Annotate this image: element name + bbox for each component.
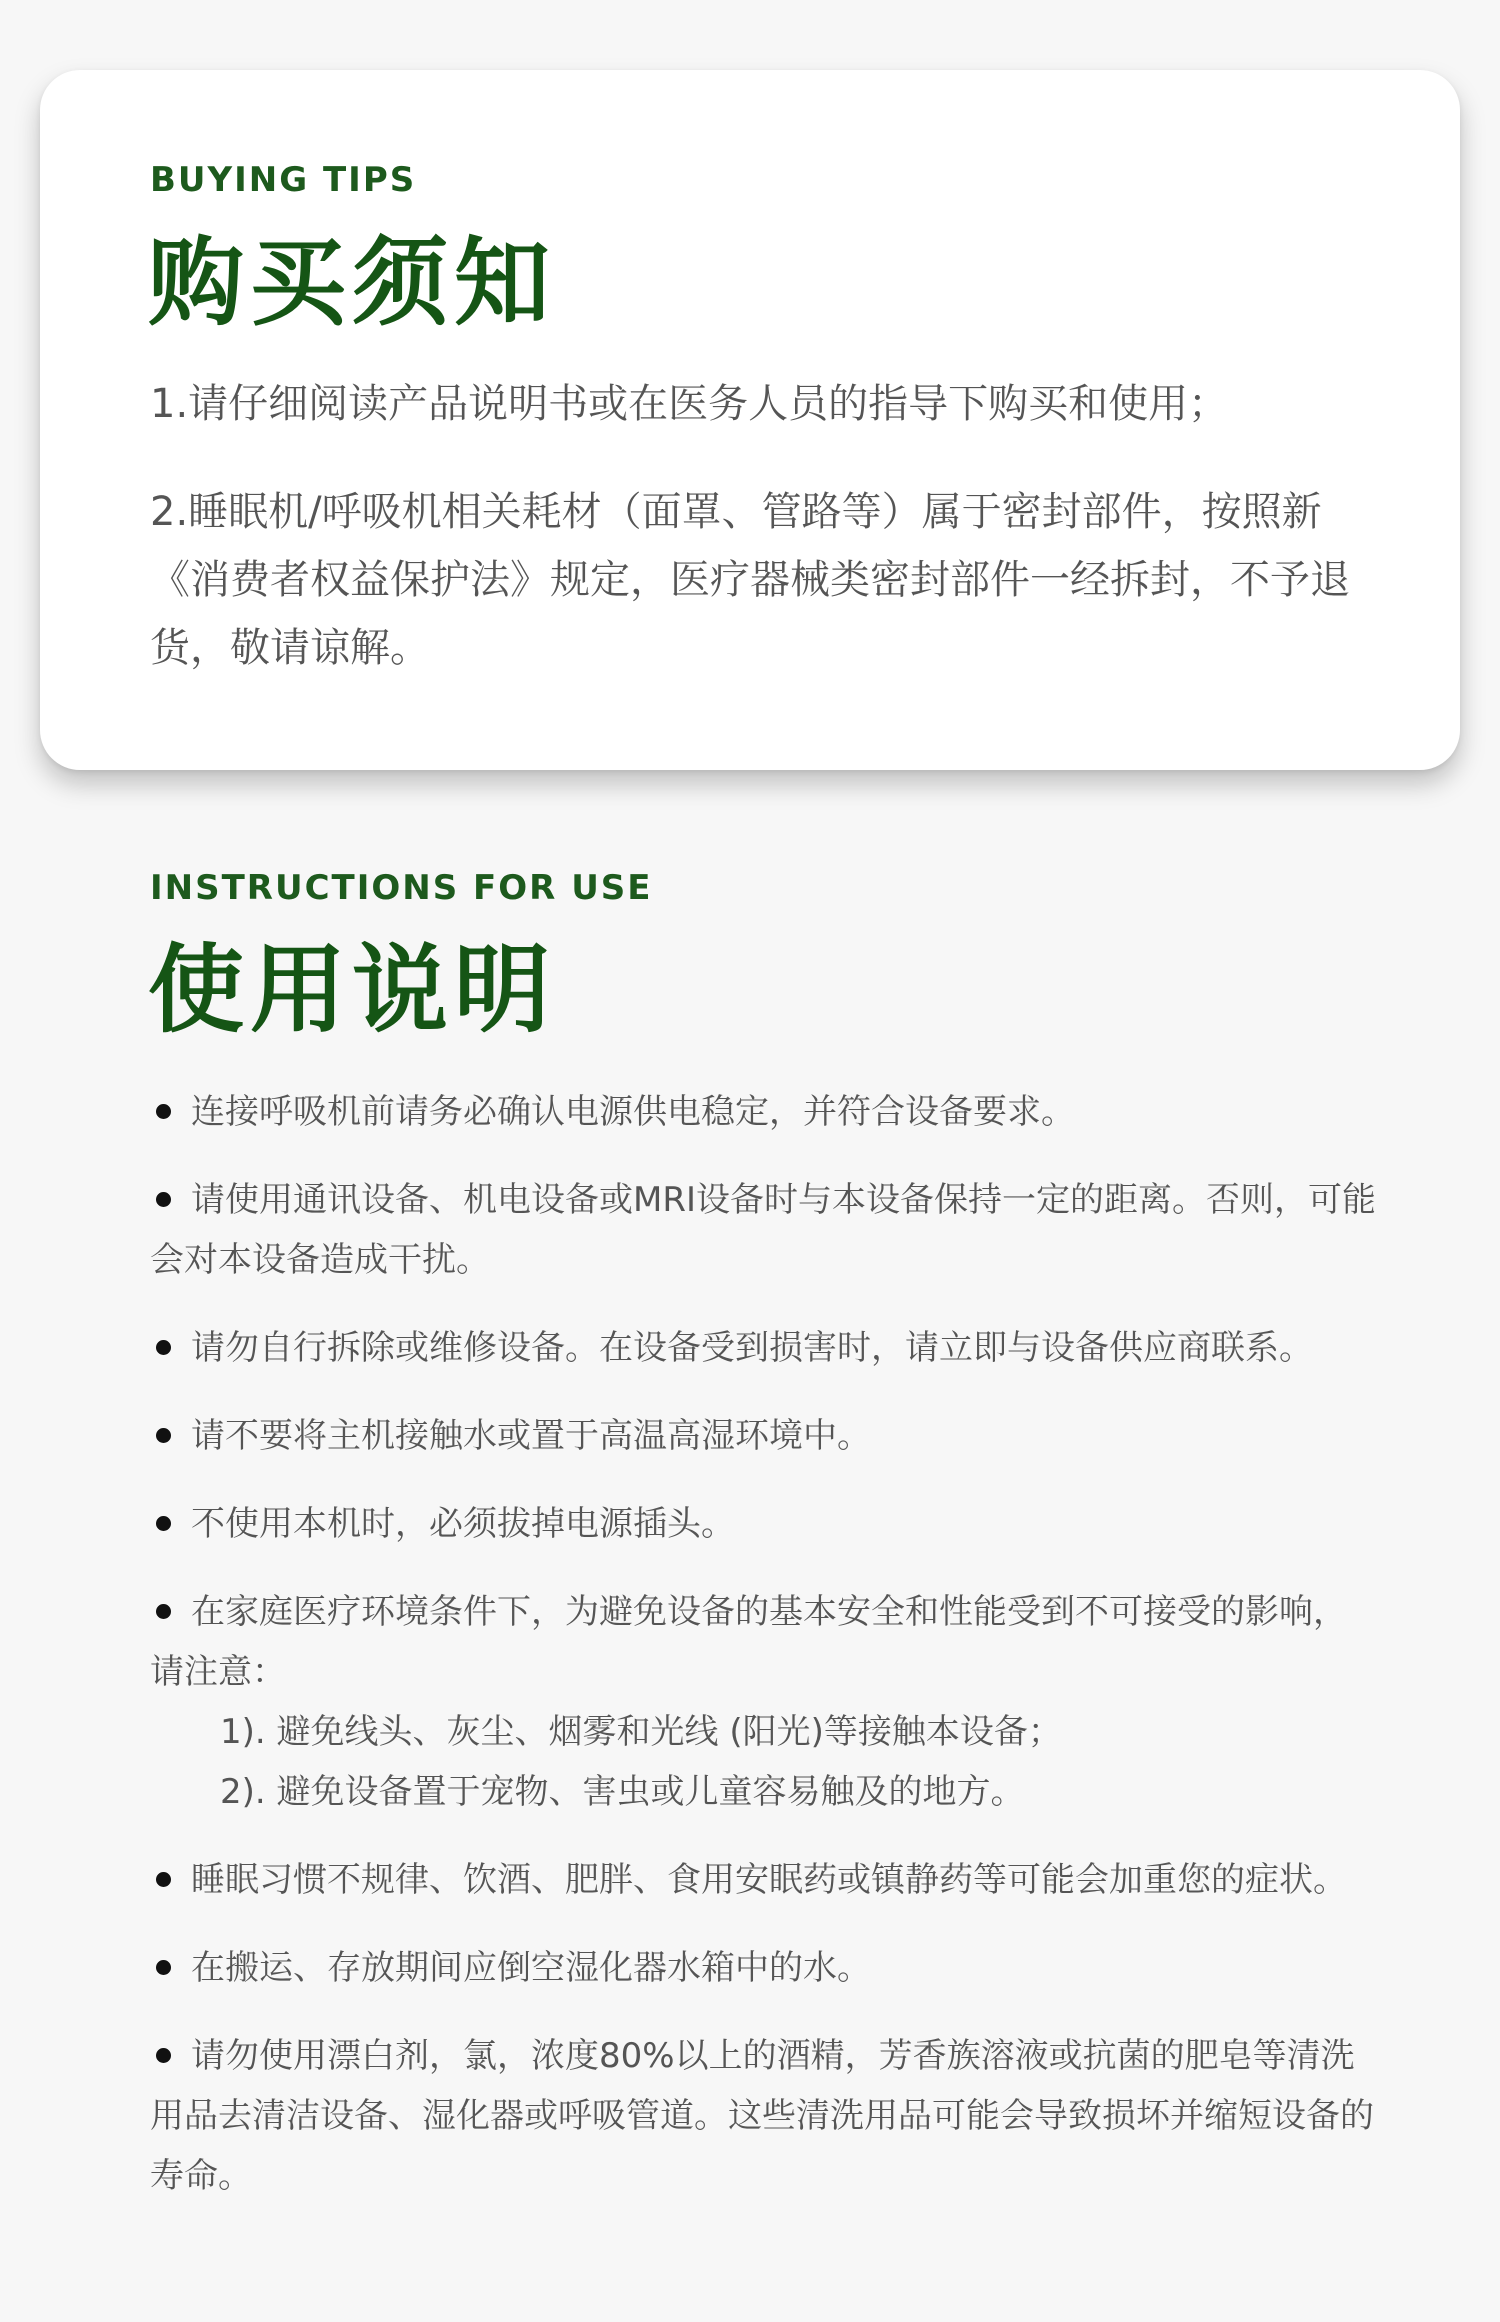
instruction-text: 睡眠习惯不规律、饮酒、肥胖、食用安眠药或镇静药等可能会加重您的症状。 bbox=[191, 1860, 1347, 1900]
instruction-sub-item: 1). 避免线头、灰尘、烟雾和光线 (阳光)等接触本设备； bbox=[220, 1712, 1062, 1752]
instruction-item bbox=[150, 2026, 1380, 2206]
instructions-eyebrow: INSTRUCTIONS FOR USE bbox=[150, 868, 653, 908]
instruction-item bbox=[150, 1938, 1380, 1998]
instruction-text: 请使用通讯设备、机电设备或MRI设备时与本设备保持一定的距离。否则，可能会对本设备造成干扰。 bbox=[150, 1180, 1376, 1280]
instruction-item bbox=[150, 1082, 1380, 1142]
buying-tips-title: 购买须知 bbox=[148, 227, 556, 339]
bullet-dot-icon bbox=[156, 1960, 171, 1975]
instruction-text: 不使用本机时，必须拔掉电源插头。 bbox=[191, 1504, 735, 1544]
instruction-text: 请不要将主机接触水或置于高温高湿环境中。 bbox=[191, 1416, 871, 1456]
instruction-sub-item: 2). 避免设备置于宠物、害虫或儿童容易触及的地方。 bbox=[220, 1772, 1025, 1812]
instructions-list bbox=[150, 1082, 1380, 2234]
bullet-dot-icon bbox=[156, 1192, 171, 1207]
instruction-item bbox=[150, 1170, 1380, 1290]
instruction-text: 请勿使用漂白剂，氯，浓度80%以上的酒精，芳香族溶液或抗菌的肥皂等清洗用品去清洁设备、湿化器或呼吸管道。这些清洗用品可能会导致损坏并缩短设备的寿命。 bbox=[150, 2036, 1374, 2196]
instructions-title: 使用说明 bbox=[148, 934, 556, 1046]
instruction-text: 在家庭医疗环境条件下，为避免设备的基本安全和性能受到不可接受的影响，请注意： bbox=[150, 1592, 1347, 1692]
buying-tips-eyebrow: BUYING TIPS bbox=[150, 160, 417, 200]
buying-tip-item: 1.请仔细阅读产品说明书或在医务人员的指导下购买和使用； bbox=[150, 381, 1229, 427]
bullet-dot-icon bbox=[156, 1428, 171, 1443]
bullet-dot-icon bbox=[156, 2048, 171, 2063]
instruction-text: 请勿自行拆除或维修设备。在设备受到损害时，请立即与设备供应商联系。 bbox=[191, 1328, 1313, 1368]
instruction-text: 连接呼吸机前请务必确认电源供电稳定，并符合设备要求。 bbox=[191, 1092, 1075, 1132]
bullet-dot-icon bbox=[156, 1516, 171, 1531]
instruction-item bbox=[150, 1850, 1380, 1910]
instruction-item bbox=[150, 1494, 1380, 1554]
instruction-item bbox=[150, 1318, 1380, 1378]
instruction-item bbox=[150, 1582, 1380, 1822]
instruction-text: 在搬运、存放期间应倒空湿化器水箱中的水。 bbox=[191, 1948, 871, 1988]
buying-tip-item: 2.睡眠机/呼吸机相关耗材（面罩、管路等）属于密封部件，按照新《消费者权益保护法》规定，医疗器械类密封部件一经拆封，不予退货，敬请谅解。 bbox=[150, 489, 1350, 671]
instruction-item bbox=[150, 1406, 1380, 1466]
bullet-dot-icon bbox=[156, 1104, 171, 1119]
bullet-dot-icon bbox=[156, 1872, 171, 1887]
bullet-dot-icon bbox=[156, 1340, 171, 1355]
bullet-dot-icon bbox=[156, 1604, 171, 1619]
